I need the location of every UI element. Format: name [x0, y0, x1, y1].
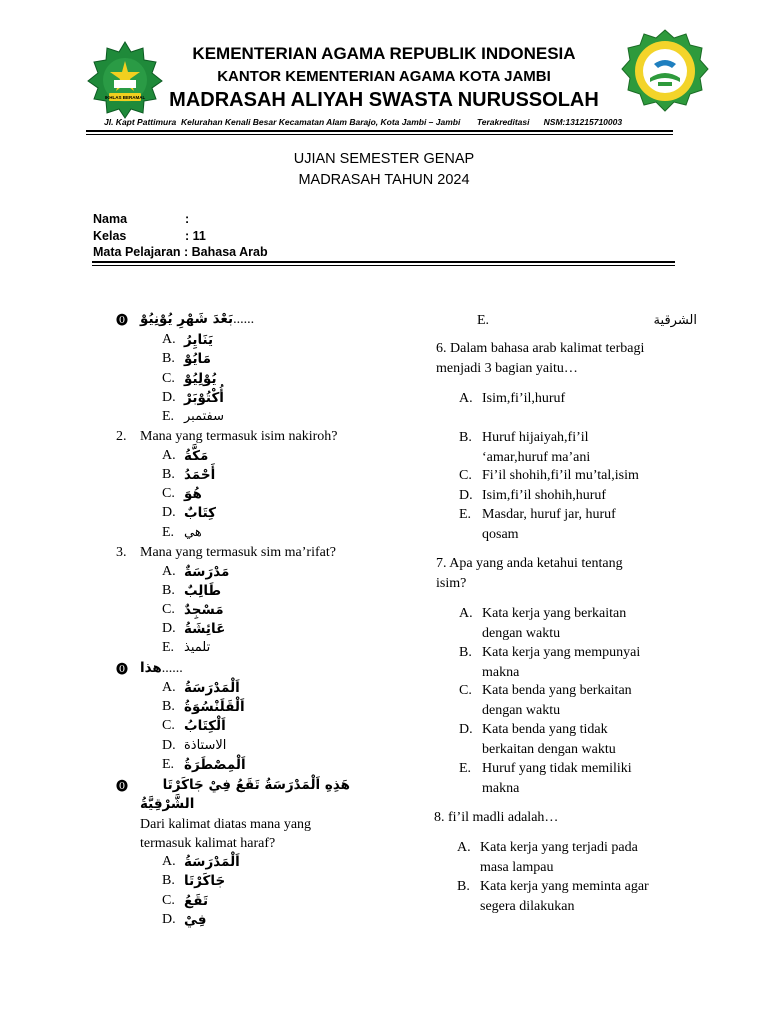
option-text: تلميذ — [184, 640, 211, 655]
question-6 — [436, 339, 686, 378]
question-stem-arabic: هذا — [140, 660, 162, 676]
question-stem-dots: ...... — [161, 661, 183, 676]
option-letter: A. — [459, 391, 473, 406]
option-letter: A. — [162, 680, 176, 695]
option-letter: D. — [459, 722, 473, 737]
option-text: كِتَابٌ — [184, 505, 216, 521]
option-text: هي — [184, 525, 202, 540]
option-letter: C. — [459, 468, 472, 483]
identity-rule-thick — [92, 261, 675, 263]
class-value: : 11 — [185, 229, 206, 243]
option-letter: D. — [162, 505, 176, 520]
option-text: يَنَايِرُ — [184, 332, 214, 348]
name-value: : — [185, 212, 190, 226]
option-text: مَسْجِدٌ — [184, 602, 224, 618]
option-text: الشرقية — [653, 313, 697, 328]
option-letter: C. — [162, 486, 175, 501]
option-text: فِيْ — [184, 912, 207, 928]
option-letter: B. — [162, 873, 175, 888]
option-letter: A. — [162, 564, 176, 579]
option-text: Kata benda yang berkaitan — [482, 683, 632, 698]
question-number: 2. — [116, 429, 127, 444]
school-name: MADRASAH ALIYAH SWASTA NURUSSOLAH — [169, 89, 599, 111]
option-letter: A. — [162, 448, 176, 463]
question-stem-cont: termasuk kalimat haraf? — [140, 836, 276, 851]
option-text: مَايُوْ — [184, 351, 211, 367]
question-number-box: ⓿ — [116, 779, 129, 793]
option-text: Isim,fi’il shohih,huruf — [482, 488, 607, 503]
option-letter: C. — [162, 371, 175, 386]
option-text-cont: dengan waktu — [482, 625, 561, 641]
option-letter: B. — [459, 645, 472, 660]
option-text-cont: makna — [482, 664, 520, 680]
option-letter: A. — [457, 840, 471, 855]
option-letter: D. — [459, 488, 473, 503]
option-text-cont: masa lampau — [480, 859, 554, 875]
option-letter: C. — [162, 893, 175, 908]
ministry-title: KEMENTERIAN AGAMA REPUBLIK INDONESIA — [192, 44, 576, 63]
option-letter: E. — [162, 640, 175, 655]
option-text: Masdar, huruf jar, huruf — [482, 507, 616, 522]
option-text: Fi’il shohih,fi’il mu’tal,isim — [482, 468, 639, 483]
question-stem: 7. Apa yang anda ketahui tentang — [436, 556, 623, 571]
option-letter: C. — [459, 683, 472, 698]
question-stem: 8. fi’il madli adalah… — [434, 810, 559, 825]
option-letter: E. — [162, 409, 175, 424]
question-5 — [0, 776, 380, 856]
option-text: يُوْلِيُوْ — [184, 371, 217, 387]
question-number-box: ⓿ — [116, 313, 129, 327]
option-letter: B. — [162, 467, 175, 482]
option-text-cont: qosam — [482, 526, 519, 542]
option-letter: B. — [162, 699, 175, 714]
option-text: اَلْمِصْطَرَةُ — [184, 757, 246, 773]
option-letter: C. — [162, 718, 175, 733]
option-text: Huruf hijaiyah,fi’il — [482, 430, 589, 445]
option-letter: E. — [459, 761, 472, 776]
option-text: هُوَ — [184, 486, 202, 502]
option-text: Kata kerja yang mempunyai — [482, 645, 641, 660]
subject-row: Mata Pelajaran : Bahasa Arab — [93, 245, 268, 259]
option-letter: D. — [162, 738, 176, 753]
option-text: اَلْكِتَابُ — [184, 718, 226, 734]
option-text: مَدْرَسَةٌ — [184, 564, 230, 580]
option-text: Kata kerja yang terjadi pada — [480, 840, 638, 855]
option-text: أُكْتُوْبَرْ — [184, 390, 224, 406]
option-text: Isim,fi’il,huruf — [482, 391, 566, 406]
question-stem-arabic: بَعْدَ شَهْرِ يُوْنِيُوْ — [140, 311, 234, 327]
option-text-cont: ‘amar,huruf ma’ani — [482, 449, 591, 465]
option-letter: E. — [477, 313, 490, 328]
option-text-cont: dengan waktu — [482, 702, 561, 718]
option-text: اَلْمَدْرَسَةُ — [184, 854, 240, 870]
option-text: اَلْمَدْرَسَةُ — [184, 680, 240, 696]
question-stem-cont: menjadi 3 bagian yaitu… — [436, 360, 578, 376]
option-letter: A. — [162, 854, 176, 869]
question-sentence-arabic-cont: الشَّرْقِيَّةُ — [140, 796, 195, 812]
option-text: جَاكَرْتَا — [184, 873, 226, 889]
option-text-cont: segera dilakukan — [480, 898, 575, 914]
school-address: Jl. Kapt Pattimura Kelurahan Kenali Besar Kecamatan Alam Barajo, Kota Jambi – Jambi Terakreditasi NSM:131215710003 — [104, 117, 623, 127]
option-letter: D. — [162, 912, 176, 927]
option-text-cont: makna — [482, 780, 520, 796]
option-letter: E. — [162, 525, 175, 540]
question-number-box: ⓿ — [116, 662, 129, 676]
question-stem-dots: ...... — [233, 312, 255, 327]
option-letter: B. — [459, 430, 472, 445]
class-label: Kelas — [93, 229, 127, 243]
question-8 — [434, 808, 684, 828]
option-text: Kata benda yang tidak — [482, 722, 608, 737]
option-letter: A. — [459, 606, 473, 621]
option-letter: B. — [162, 583, 175, 598]
option-letter: D. — [162, 390, 176, 405]
question-number: 3. — [116, 545, 127, 560]
option-letter: A. — [162, 332, 176, 347]
option-text: سفتمبر — [184, 409, 225, 424]
question-stem: 6. Dalam bahasa arab kalimat terbagi — [436, 341, 645, 356]
option-letter: B. — [162, 351, 175, 366]
option-letter: D. — [162, 621, 176, 636]
option-letter: E. — [459, 507, 472, 522]
option-text: اَلْقَلَنْسُوَةُ — [184, 699, 245, 715]
class-row — [93, 229, 206, 243]
office-title: KANTOR KEMENTERIAN AGAMA KOTA JAMBI — [217, 68, 551, 85]
option-text: مَكَّةُ — [184, 448, 209, 464]
header-rule-thin — [86, 134, 673, 135]
option-text: عَائِشَةُ — [184, 621, 226, 637]
option-letter: C. — [162, 602, 175, 617]
left-logo-text: IKHLAS BERAMAL — [104, 95, 146, 100]
option-text: طَالِبٌ — [184, 583, 222, 599]
option-text: Kata kerja yang berkaitan — [482, 606, 627, 621]
option-letter: B. — [457, 879, 470, 894]
option-text: الاستاذة — [184, 738, 227, 753]
name-row — [93, 212, 189, 226]
question-sentence-arabic: هَذِهِ اَلْمَدْرَسَةُ تَقَعُ فِيْ جَاكَرْتَا — [162, 777, 350, 793]
exam-subtitle: MADRASAH TAHUN 2024 — [298, 172, 470, 188]
question-7 — [436, 554, 686, 593]
identity-rule-thin — [92, 265, 675, 266]
question-stem: Mana yang termasuk isim nakiroh? — [140, 429, 338, 444]
question-stem-cont: isim? — [436, 575, 467, 591]
option-text: Kata kerja yang meminta agar — [480, 879, 649, 894]
question-stem: Dari kalimat diatas mana yang — [140, 817, 312, 832]
question-stem: Mana yang termasuk sim ma’rifat? — [140, 545, 336, 560]
option-text: أَحْمَدُ — [184, 467, 216, 483]
option-text-cont: berkaitan dengan waktu — [482, 741, 616, 757]
option-letter: E. — [162, 757, 175, 772]
exam-title: UJIAN SEMESTER GENAP — [293, 151, 475, 167]
option-text: تَقَعُ — [184, 893, 209, 909]
header-rule-thick — [86, 130, 673, 132]
name-label: Nama — [93, 212, 128, 226]
option-text: Huruf yang tidak memiliki — [482, 761, 632, 776]
